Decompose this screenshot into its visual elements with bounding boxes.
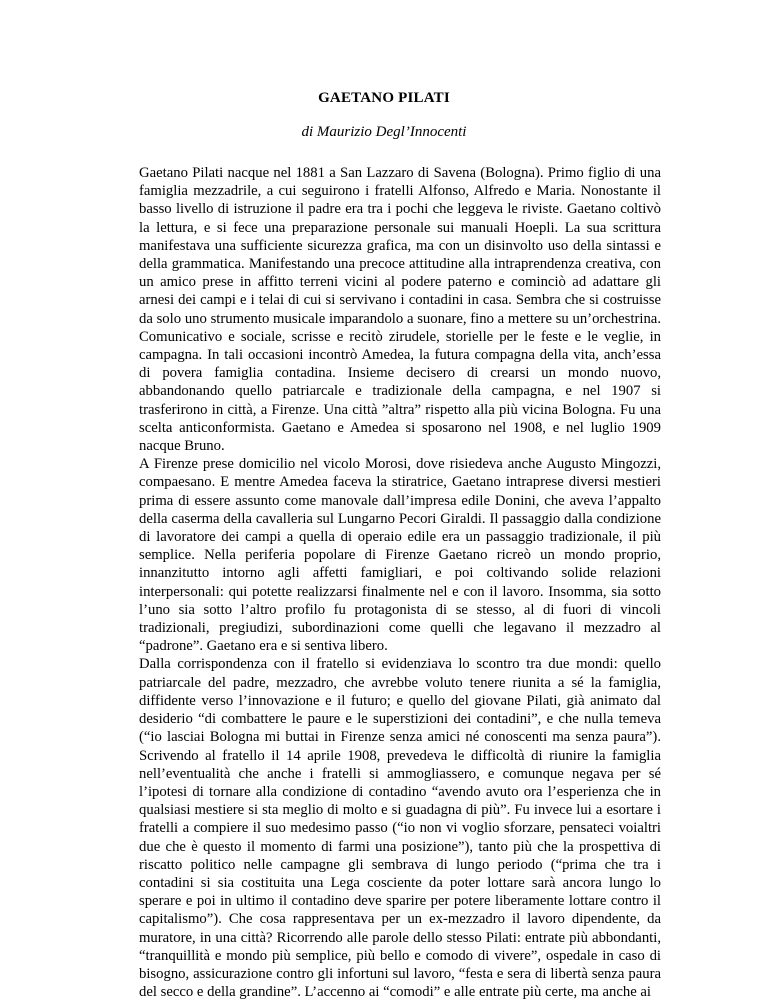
paragraph: Gaetano Pilati nacque nel 1881 a San Lazzaro di Savena (Bologna). Primo figlio di una famiglia mezzadrile, a cui seguirono i fratelli Alfonso, Alfredo e Maria. Nonostante il basso livello di istruzione il padre era tra i pochi che leggeva le riviste. Gaetano coltivò la lettura, e si fece una preparazione personale sui manuali Hoepli. La sua scrittura manifestava una sufficiente sicurezza grafica, ma con un disinvolto uso della sintassi e della grammatica. Manifestando una precoce attitudine alla intraprendenza creativa, con un amico prese in affitto terreni vicini al podere paterno e cominciò ad adattare gli arnesi dei campi e i telai di cui si servivano i contadini in casa. Sembra che si costruisse da solo uno strumento musicale imparandolo a suonare, fino a mettere su un’orchestrina. Comunicativo e sociale, scrisse e recitò zirudele, storielle per le feste e le veglie, in campagna. In tali occasioni incontrò Amedea, la futura compagna della vita, anch’essa di povera famiglia contadina. Insieme decisero di crearsi un mondo nuovo, abbandonando quello patriarcale e tradizionale della campagna, e nel 1907 si trasferirono in città, a Firenze. Una città ”altra” rispetto alla più vicina Bologna. Fu una scelta anticonformista. Gaetano e Amedea si sposarono nel 1908, e nel luglio 1909 nacque Bruno. [139, 165, 661, 455]
paragraph: A Firenze prese domicilio nel vicolo Morosi, dove risiedeva anche Augusto Mingozzi, compaesano. E mentre Amedea faceva la stiratrice, Gaetano intraprese diversi mestieri prima di essere assunto come manovale dall’impresa edile Donini, che aveva l’appalto della caserma della cavalleria sul Lungarno Pecori Giraldi. Il passaggio dalla condizione di lavoratore dei campi a quella di operaio edile era un passaggio tradizionale, il più semplice. Nella periferia popolare di Firenze Gaetano ricreò un mondo proprio, innanzitutto intorno agli affetti famigliari, e poi coltivando solide relazioni interpersonali: qui potette realizzarsi finalmente nel e con il lavoro. Insomma, sia sotto l’uno sia sotto l’altro profilo fu protagonista di se stesso, al di fuori di vincoli tradizionali, pregiudizi, subordinazioni come quelli che legavano il mezzadro al “padrone”. Gaetano era e si sentiva libero. [139, 456, 661, 655]
document-body [139, 164, 661, 1001]
document-byline: di Maurizio Degl’Innocenti [301, 124, 467, 140]
paragraph: Dalla corrispondenza con il fratello si evidenziava lo scontro tra due mondi: quello patriarcale del padre, mezzadro, che avrebbe voluto tenere riunita a sé la famiglia, diffidente verso l’innovazione e il futuro; e quello del giovane Pilati, già animato dal desiderio “di combattere le paure e le superstizioni dei contadini”, e che nulla temeva (“io lasciai Bologna mi buttai in Firenze senza amici né conoscenti ma senza paura”). Scrivendo al fratello il 14 aprile 1908, prevedeva le difficoltà di riunire la famiglia nell’eventualità che anche i fratelli si ammogliassero, e comunque negava per sé l’ipotesi di tornare alla condizione di contadino “avendo avuto ora l’esperienza che in qualsiasi mestiere si sta meglio di molto e si guadagna di più”. Fu invece lui a esortare i fratelli a compiere il suo medesimo passo (“io non vi voglio sforzare, pensateci voialtri due che è questo il momento di farmi una posizione”), tanto più che la prospettiva di riscatto politico nelle campagne gli sembrava di lungo periodo (“prima che tra i contadini si sia costituita una Lega cosciente da poter lottare sarà ancora lungo lo sperare e poi in ultimo il contadino deve sparire per potere liberamente lottare contro il capitalismo”). Che cosa rappresentava per un ex-mezzadro il lavoro dipendente, da muratore, in una città? Ricorrendo alle parole dello stesso Pilati: entrate più abbondanti, “tranquillità e mondo più semplice, più bello e comodo di vivere”, ospedale in caso di bisogno, assicurazione contro gli infortuni sul lavoro, “festa e sera di libertà senza paura del secco e della grandine”. L’accenno ai “comodi” e alle entrate più certe, ma anche ai [139, 656, 661, 1001]
document-title: GAETANO PILATI [318, 90, 450, 106]
